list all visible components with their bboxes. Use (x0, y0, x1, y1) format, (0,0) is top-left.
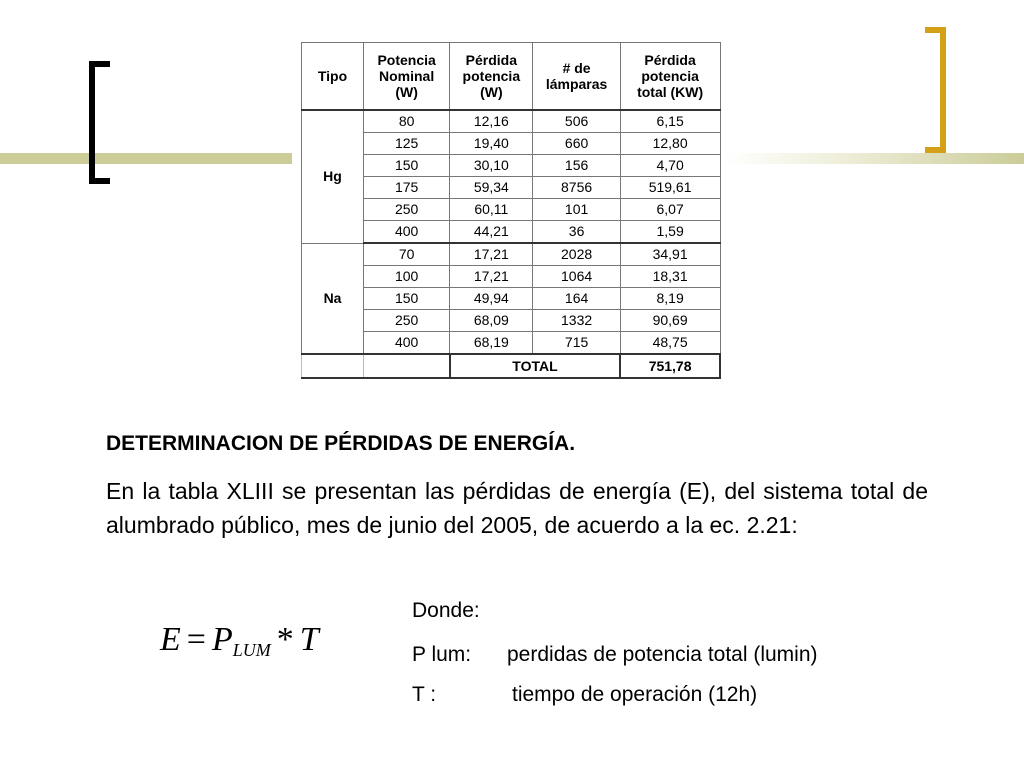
definition-symbol: T : (412, 683, 437, 706)
cell-perdida: 19,40 (450, 133, 533, 155)
formula-t: T (299, 621, 319, 658)
cell-potencia: 250 (364, 199, 450, 221)
table-row (302, 177, 721, 199)
cell-total: 90,69 (620, 310, 720, 332)
cell-potencia: 250 (364, 310, 450, 332)
cell-perdida: 49,94 (450, 288, 533, 310)
cell-potencia: 150 (364, 288, 450, 310)
cell-perdida: 68,09 (450, 310, 533, 332)
formula-subscript: LUM (232, 640, 271, 660)
header-line: total (KW) (637, 84, 704, 100)
total-row (302, 354, 721, 378)
table-row (302, 155, 721, 177)
definition-row (412, 642, 818, 668)
cell-lamparas: 2028 (533, 243, 620, 266)
header-line: (W) (480, 84, 503, 100)
table-row (302, 310, 721, 332)
blank-cell (364, 354, 450, 378)
table-row (302, 288, 721, 310)
formula-times: * (276, 621, 294, 658)
total-value: 751,78 (620, 354, 720, 378)
header-potencia-nominal (364, 43, 450, 111)
cell-potencia: 100 (364, 266, 450, 288)
cell-lamparas: 1064 (533, 266, 620, 288)
cell-total: 12,80 (620, 133, 720, 155)
header-line: lámparas (545, 76, 608, 92)
cell-lamparas: 715 (533, 332, 620, 355)
cell-lamparas: 8756 (533, 177, 620, 199)
cell-total: 519,61 (620, 177, 720, 199)
body-paragraph: En la tabla XLIII se presentan las pérdidas de energía (E), del sistema total de alumbrado público, mes de junio del 2005, de acuerdo a la ec. 2.21: (106, 478, 928, 538)
energy-loss-table (301, 42, 721, 379)
header-line: # de (562, 60, 591, 76)
table-row (302, 221, 721, 244)
header-tipo: Tipo (302, 43, 364, 111)
cell-potencia: 80 (364, 110, 450, 133)
cell-total: 6,07 (620, 199, 720, 221)
definitions-title: Donde: (412, 599, 480, 622)
type-cell-na: Na (302, 243, 364, 354)
decorative-line-left (0, 153, 292, 164)
cell-lamparas: 36 (533, 221, 620, 244)
table-row (302, 266, 721, 288)
blank-cell (302, 354, 364, 378)
header-line: (W) (395, 84, 418, 100)
table-row (302, 332, 721, 355)
cell-perdida: 60,11 (450, 199, 533, 221)
section-heading: DETERMINACION DE PÉRDIDAS DE ENERGÍA. (106, 432, 576, 455)
total-label: TOTAL (450, 354, 621, 378)
cell-potencia: 125 (364, 133, 450, 155)
cell-perdida: 68,19 (450, 332, 533, 355)
header-perdida-total (620, 43, 720, 111)
cell-total: 34,91 (620, 243, 720, 266)
cell-lamparas: 506 (533, 110, 620, 133)
table-header-row (302, 43, 721, 111)
formula-p: P (211, 621, 233, 658)
energy-formula (160, 620, 319, 670)
cell-perdida: 17,21 (450, 266, 533, 288)
formula-lhs: E (160, 621, 181, 658)
table-row (302, 243, 721, 266)
cell-lamparas: 101 (533, 199, 620, 221)
cell-potencia: 400 (364, 221, 450, 244)
header-line: Pérdida (644, 52, 696, 68)
cell-total: 48,75 (620, 332, 720, 355)
definition-text: perdidas de potencia total (lumin) (507, 643, 818, 666)
cell-lamparas: 164 (533, 288, 620, 310)
cell-perdida: 12,16 (450, 110, 533, 133)
left-bracket-decoration (89, 61, 110, 184)
cell-total: 18,31 (620, 266, 720, 288)
definition-row (412, 682, 757, 708)
header-line: Nominal (379, 68, 435, 84)
cell-perdida: 30,10 (450, 155, 533, 177)
header-line: Potencia (377, 52, 436, 68)
header-perdida-potencia (450, 43, 533, 111)
cell-perdida: 44,21 (450, 221, 533, 244)
cell-perdida: 59,34 (450, 177, 533, 199)
cell-total: 6,15 (620, 110, 720, 133)
cell-total: 1,59 (620, 221, 720, 244)
cell-perdida: 17,21 (450, 243, 533, 266)
cell-total: 8,19 (620, 288, 720, 310)
table-row (302, 133, 721, 155)
table-row (302, 199, 721, 221)
cell-potencia: 175 (364, 177, 450, 199)
cell-lamparas: 660 (533, 133, 620, 155)
formula-equals: = (186, 621, 206, 658)
definition-symbol: P lum: (412, 643, 472, 666)
right-bracket-decoration (925, 27, 946, 153)
header-line: Pérdida (465, 52, 518, 68)
header-line: potencia (641, 68, 699, 84)
cell-total: 4,70 (620, 155, 720, 177)
definition-text: tiempo de operación (12h) (512, 683, 758, 706)
cell-lamparas: 156 (533, 155, 620, 177)
type-cell-hg: Hg (302, 110, 364, 243)
header-lamparas (533, 43, 620, 111)
cell-potencia: 400 (364, 332, 450, 355)
decorative-line-right (724, 153, 1024, 164)
cell-lamparas: 1332 (533, 310, 620, 332)
cell-potencia: 70 (364, 243, 450, 266)
table-row (302, 110, 721, 133)
cell-potencia: 150 (364, 155, 450, 177)
header-line: potencia (462, 68, 521, 84)
